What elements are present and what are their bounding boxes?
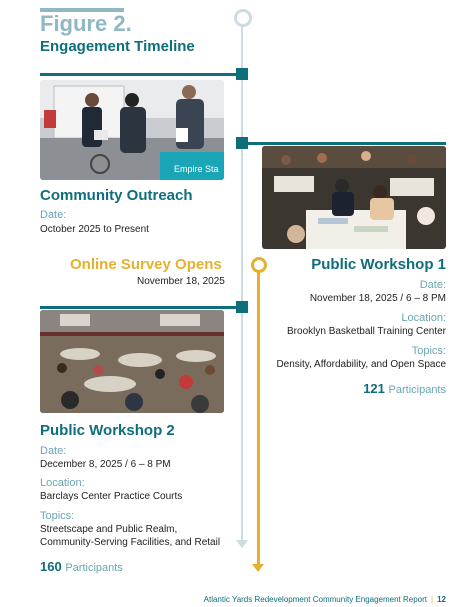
workshop1-marker — [236, 137, 248, 149]
workshop2-marker — [236, 301, 248, 313]
workshop2-location: Barclays Center Practice Courts — [40, 491, 183, 502]
timeline-start-ring — [234, 9, 252, 27]
workshop1-title: Public Workshop 1 — [311, 256, 446, 273]
page-footer — [204, 595, 446, 604]
workshop2-photo — [40, 310, 224, 413]
workshop2-participants-count: 160 — [40, 559, 62, 574]
workshop2-topics-line2: Community-Serving Facilities, and Retail — [40, 537, 221, 548]
workshop1-topics: Density, Affordability, and Open Space — [276, 359, 446, 370]
survey-title: Online Survey Opens — [70, 256, 222, 273]
outreach-photo-sign: Empire Sta — [174, 164, 219, 174]
workshop2-title: Public Workshop 2 — [40, 422, 175, 439]
workshop1-date-label: Date: — [419, 279, 446, 291]
outreach-date: October 2025 to Present — [40, 224, 149, 235]
workshop1-location: Brooklyn Basketball Training Center — [287, 326, 446, 337]
workshop2-topics-line1: Streetscape and Public Realm, — [40, 524, 178, 535]
outreach-date-label: Date: — [40, 209, 67, 221]
footer-report-title: Atlantic Yards Redevelopment Community Engagement Report — [203, 595, 428, 604]
survey-date: November 18, 2025 — [137, 276, 225, 287]
workshop1-topics-label: Topics: — [411, 345, 446, 357]
timeline-line-teal — [241, 24, 243, 542]
outreach-connector — [40, 73, 236, 76]
workshop2-participants — [40, 559, 123, 574]
workshop2-date-label: Date: — [40, 445, 67, 457]
workshop2-date: December 8, 2025 / 6 – 8 PM — [40, 459, 171, 470]
workshop1-date: November 18, 2025 / 6 – 8 PM — [309, 293, 446, 304]
timeline-arrow-gold — [252, 564, 264, 572]
workshop2-connector — [40, 306, 236, 309]
workshop2-participants-label: Participants — [65, 562, 123, 574]
workshop2-location-label: Location: — [40, 477, 85, 489]
footer-separator: | — [431, 595, 434, 604]
outreach-marker — [236, 68, 248, 80]
page-number: 12 — [437, 595, 446, 604]
outreach-title: Community Outreach — [40, 187, 193, 204]
workshop1-participants — [363, 381, 446, 396]
workshop1-participants-label: Participants — [388, 384, 446, 396]
workshop1-participants-count: 121 — [363, 381, 385, 396]
workshop2-topics-label: Topics: — [40, 510, 75, 522]
figure-title: Engagement Timeline — [40, 38, 195, 55]
outreach-photo — [40, 80, 224, 180]
figure-number: Figure 2. — [40, 11, 132, 36]
workshop1-connector — [248, 142, 446, 145]
workshop1-location-label: Location: — [401, 312, 446, 324]
timeline-line-gold — [257, 270, 260, 566]
workshop1-photo — [262, 146, 446, 249]
timeline-arrow-teal — [236, 540, 248, 548]
